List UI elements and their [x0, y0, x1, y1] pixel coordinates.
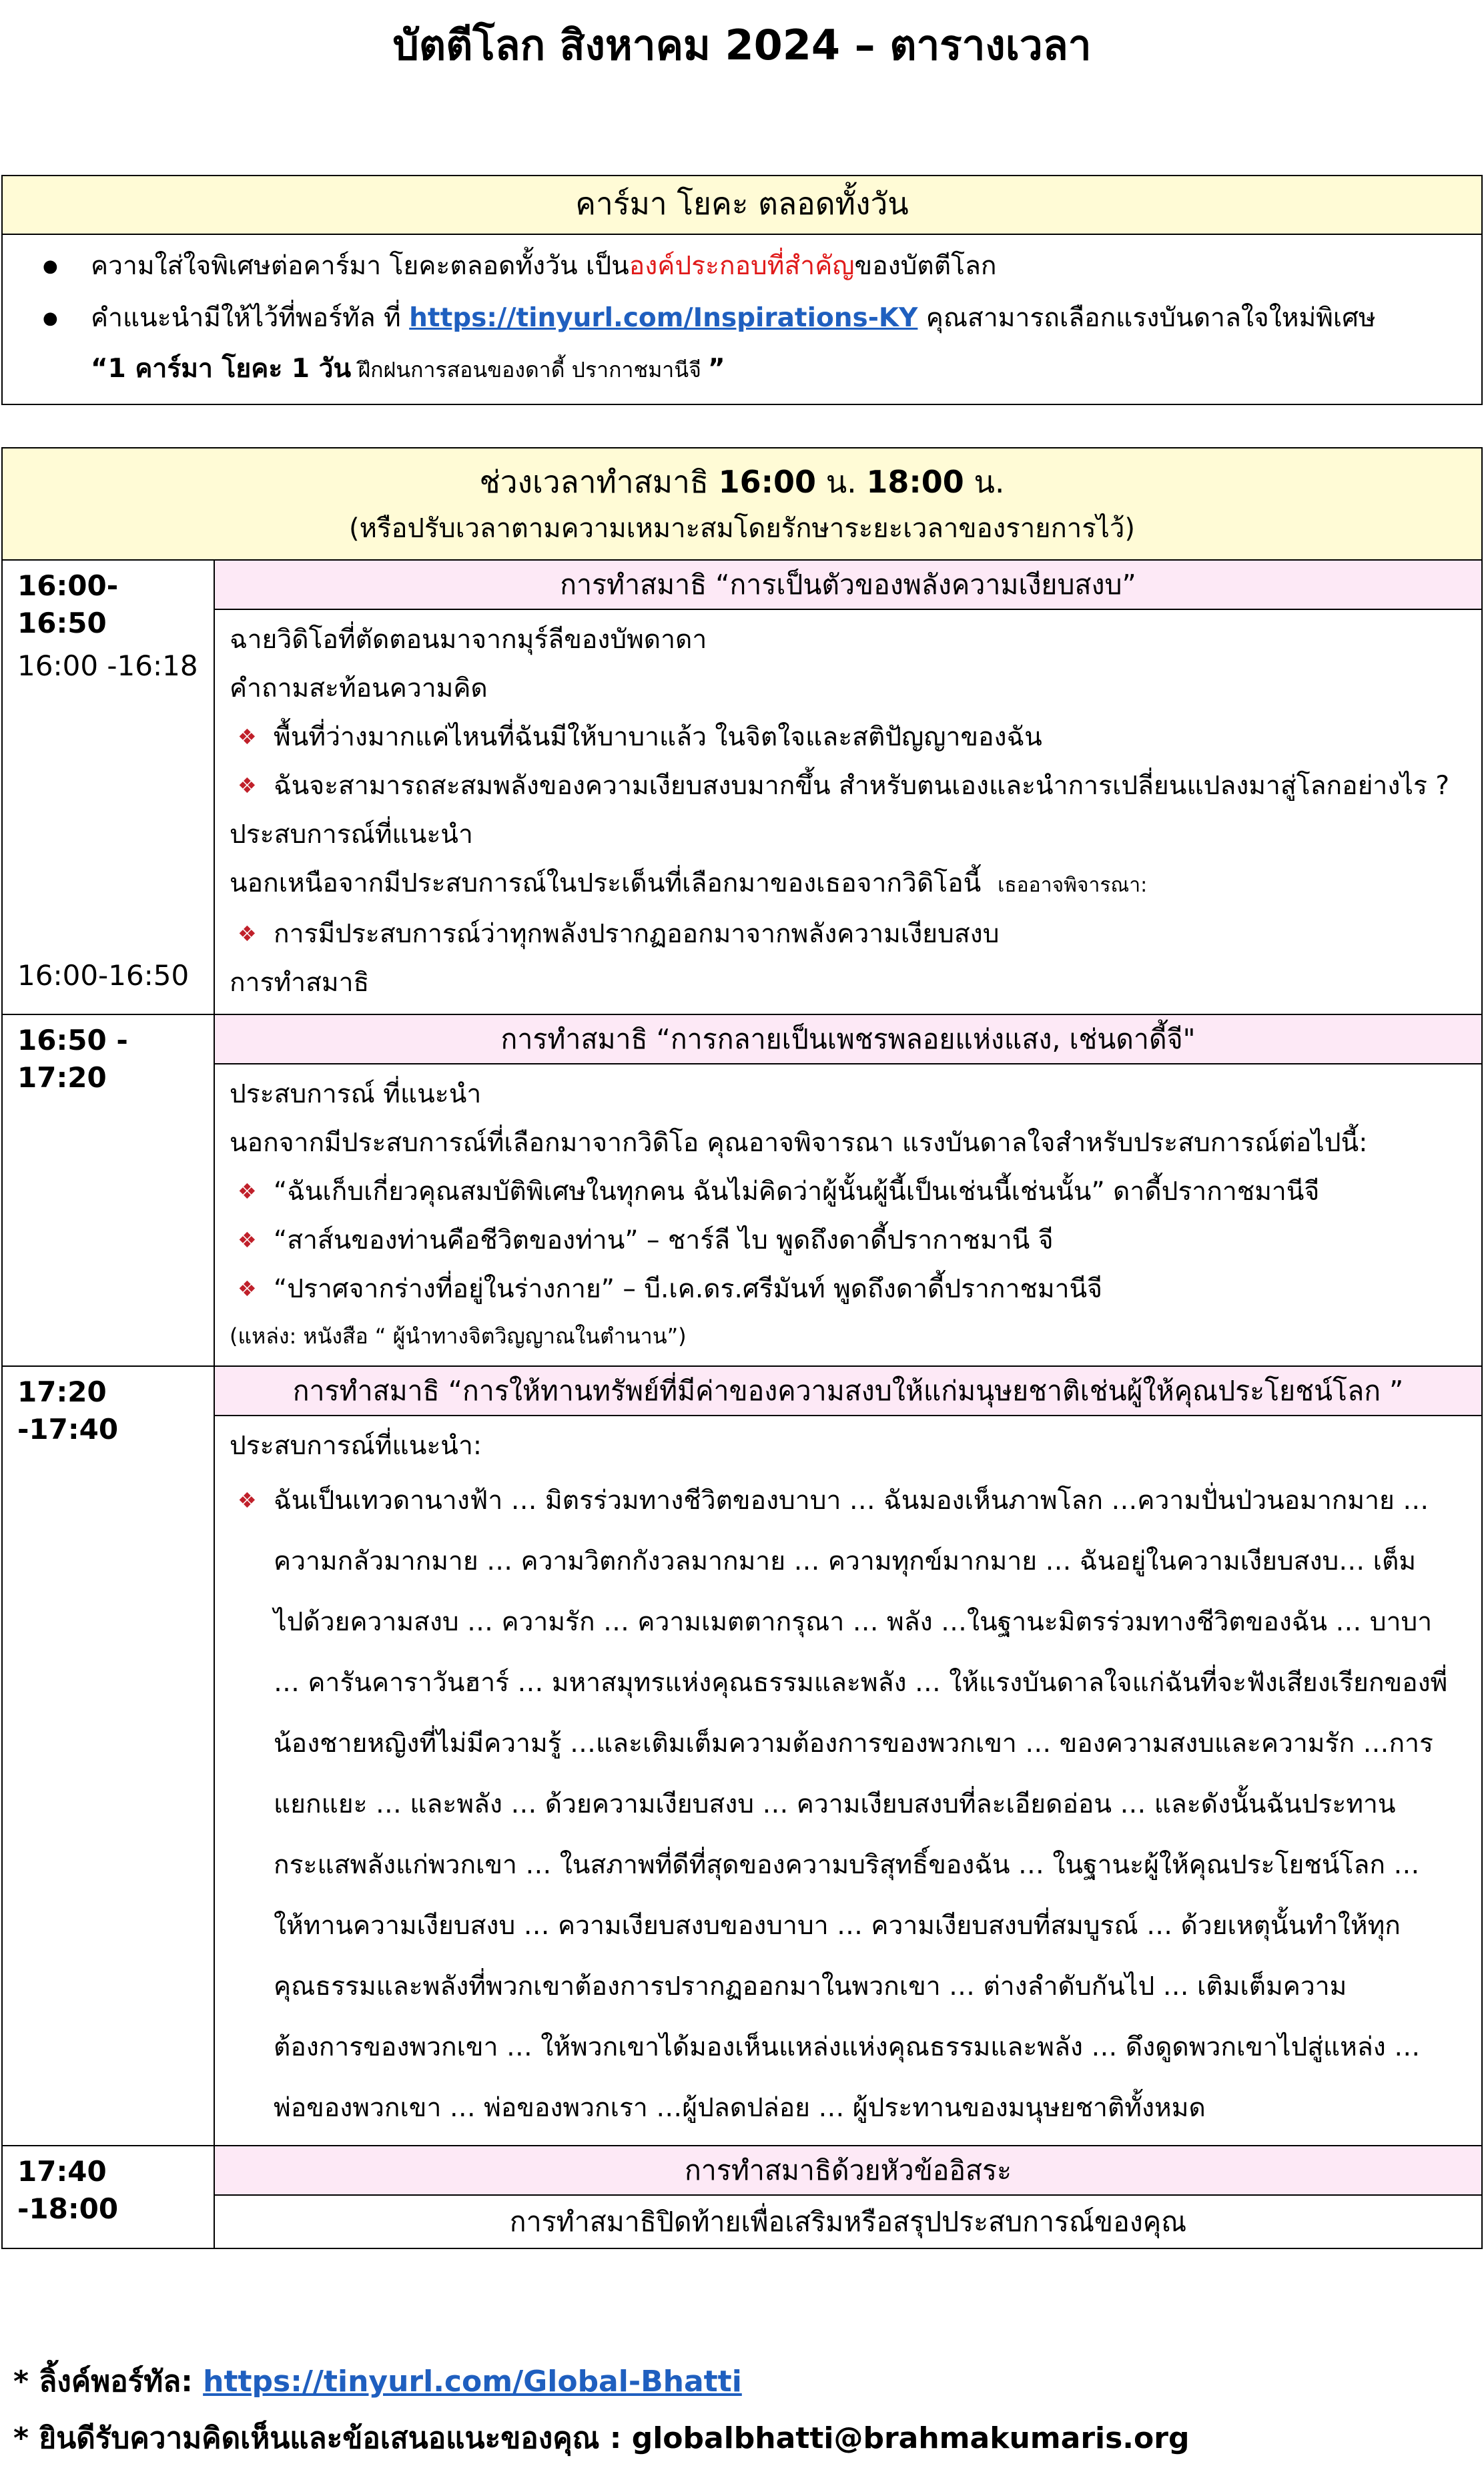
- meditation-paragraph-line: ความกลัวมากมาย … ความวิตกกังวลมากมาย … ความทุกข์มากมาย … ฉันอยู่ในความเงียบสงบ… เต็ม: [274, 1546, 1417, 1576]
- inspiration-item: ❖ “ฉันเก็บเกี่ยวคุณสมบัติพิเศษในทุกคน ฉันไม่คิดว่าผู้นั้นผู้นี้เป็นเช่นนี้เช่นนั้น” ดาดี้ปรากาชมานีจี: [230, 1167, 1468, 1216]
- meditation-paragraph-line: ต้องการของพวกเขา … ให้พวกเขาได้มองเห็นแหล่งแห่งคุณธรรมและพลัง … ดึงดูดพวกเขาไปสู่แหล่ง …: [274, 2032, 1421, 2062]
- session-body: [215, 1416, 1481, 2145]
- text-line: ฉายวิดิโอที่ตัดตอนมาจากมุร์ลีของบัพดาดา: [230, 625, 707, 655]
- content-column: [215, 1015, 1481, 1365]
- question-item: ❖ พื้นที่ว่างมากแค่ไหนที่ฉันมีให้บาบาแล้ว ในจิตใจและสติปัญญาของฉัน: [230, 713, 1468, 761]
- header-time: 16:00: [718, 464, 817, 500]
- text-line: ประสบการณ์ ที่แนะนำ: [230, 1079, 482, 1109]
- karma-bullet-2-continuation: [43, 344, 1481, 394]
- header-time: 18:00: [866, 464, 964, 500]
- small-text: ฝึกฝนการสอนของดาดี้ ปรากาชมานีจี: [351, 356, 709, 382]
- text-line: นอกจากมีประสบการณ์ที่เลือกมาจากวิดิโอ คุณอาจพิจารณา แรงบันดาลใจสำหรับประสบการณ์ต่อไปนี้:: [230, 1128, 1368, 1158]
- time-sub: 16:00-16:50: [17, 959, 190, 992]
- time-column: [3, 2146, 215, 2248]
- karma-bullet-1: [43, 240, 1481, 292]
- portal-link[interactable]: https://tinyurl.com/Global-Bhatti: [203, 2365, 742, 2399]
- feedback-footer: [13, 2419, 1189, 2457]
- text-line: ประสบการณ์ที่แนะนำ: [230, 820, 473, 850]
- time-main: 17:40 -18:00: [17, 2155, 119, 2225]
- schedule-row: [3, 561, 1481, 1015]
- text-span: นอกเหนือจากมีประสบการณ์ในประเด็นที่เลือกมาของเธอจากวิดิโอนี้: [230, 868, 982, 898]
- schedule-row: [3, 2146, 1481, 2248]
- time-column: [3, 1015, 215, 1365]
- meditation-paragraph-line: กระแสพลังแก่พวกเขา … ในสภาพที่ดีที่สุดของความบริสุทธิ์ของฉัน … ในฐานะผู้ให้คุณประโยชน์โลก …: [274, 1850, 1420, 1880]
- session-body: [215, 1064, 1481, 1365]
- question-item: ❖ ฉันจะสามารถสะสมพลังของความเงียบสงบมากขึ้น สำหรับตนเองและนำการเปลี่ยนแปลงมาสู่โลกอย่างไร ?: [230, 761, 1468, 810]
- footer-label: * ลิ้งค์พอร์ทัล:: [13, 2365, 204, 2399]
- bold-text: “1 คาร์มา โยคะ 1 วัน: [91, 353, 352, 384]
- text-line: การทำสมาธิ: [230, 968, 370, 998]
- inspiration-item: ❖ “ปราศจากร่างที่อยู่ในร่างกาย” – บี.เค.ดร.ศรีมันท์ พูดถึงดาดี้ปรากาชมานีจี: [230, 1265, 1468, 1313]
- feedback-email[interactable]: globalbhatti@brahmakumaris.org: [631, 2421, 1190, 2455]
- content-column: [215, 561, 1481, 1014]
- meditation-paragraph-line: น้องชายหญิงที่ไม่มีความรู้ …และเติมเต็มความต้องการของพวกเขา … ของความสงบและความรัก …การ: [274, 1729, 1433, 1759]
- time-sub: 16:00 -16:18: [17, 649, 198, 682]
- session-title: การทำสมาธิ “การให้ทานทรัพย์ที่มีค่าของความสงบให้แก่มนุษยชาติเช่นผู้ให้คุณประโยชน์โลก ”: [215, 1367, 1481, 1416]
- schedule-header: [3, 448, 1481, 561]
- karma-yoga-box: [1, 175, 1483, 405]
- session-body: การทำสมาธิปิดท้ายเพื่อเสริมหรือสรุปประสบการณ์ของคุณ: [509, 2206, 1187, 2238]
- time-main: 17:20 -17:40: [17, 1375, 119, 1446]
- meditation-paragraph-line: คุณธรรมและพลังที่พวกเขาต้องการปรากฏออกมาในพวกเขา … ต่างลำดับกันไป … เติมเต็มความ: [274, 1971, 1347, 2001]
- content-column: [215, 2146, 1481, 2248]
- header-text: น.: [964, 464, 1005, 500]
- source-note: (แหล่ง: หนังสือ “ ผู้นำทางจิตวิญญาณในตำนาน”): [230, 1323, 687, 1349]
- inspirations-link[interactable]: https://tinyurl.com/Inspirations-KY: [409, 302, 918, 333]
- bullet-text: ของบัตตีโลก: [854, 250, 997, 281]
- meditation-paragraph-line: ให้ทานความเงียบสงบ … ความเงียบสงบของบาบา … ความเงียบสงบที่สมบูรณ์ … ด้วยเหตุนั้นทำให้ทุก: [274, 1911, 1401, 1941]
- schedule-row: [3, 1367, 1481, 2146]
- text-line: [230, 859, 1468, 910]
- meditation-paragraph-start: ❖ ฉันเป็นเทวดานางฟ้า … มิตรร่วมทางชีวิตของบาบา … ฉันมองเห็นภาพโลก …ความปั่นป่วนอมากมาย …: [230, 1470, 1468, 1531]
- portal-footer: [13, 2363, 742, 2401]
- footer-label: * ยินดีรับความคิดเห็นและข้อเสนอแนะของคุณ :: [13, 2421, 632, 2455]
- schedule-table: [1, 447, 1483, 2249]
- time-column: [3, 1367, 215, 2145]
- header-text: ช่วงเวลาทำสมาธิ: [479, 464, 719, 500]
- meditation-paragraph-line: พ่อของพวกเขา … พ่อของพวกเรา …ผู้ปลดปล่อย … ผู้ประทานของมนุษยชาติทั้งหมด: [274, 2093, 1206, 2123]
- karma-yoga-body: [3, 235, 1481, 404]
- content-column: [215, 1367, 1481, 2145]
- meditation-paragraph-line: แยกแยะ … และพลัง … ด้วยความเงียบสงบ … ความเงียบสงบที่ละเอียดอ่อน … และดังนั้นฉันประทาน: [274, 1789, 1396, 1819]
- header-text: น.: [816, 464, 867, 500]
- time-main: 16:50 - 17:20: [17, 1024, 128, 1094]
- meditation-paragraph-line: ไปด้วยความสงบ … ความรัก … ความเมตตากรุณา … พลัง …ในฐานะมิตรร่วมทางชีวิตของฉัน … บาบา: [274, 1607, 1433, 1637]
- session-title: การทำสมาธิ “การเป็นตัวของพลังความเงียบสงบ”: [215, 561, 1481, 610]
- text-line: คำถามสะท้อนความคิด: [230, 673, 488, 703]
- meditation-paragraph-line: … คารันคาราวันฮาร์ … มหาสมุทรแห่งคุณธรรมและพลัง … ให้แรงบันดาลใจแก่ฉันที่จะฟังเสียงเรียกของพี่: [274, 1668, 1448, 1698]
- session-body: [215, 610, 1481, 1014]
- schedule-header-line2: (หรือปรับเวลาตามความเหมาะสมโดยรักษาระยะเวลาของรายการไว้): [349, 513, 1135, 544]
- time-main: 16:00- 16:50: [17, 569, 119, 639]
- bold-text: ”: [708, 353, 725, 384]
- schedule-row: [3, 1015, 1481, 1367]
- question-item: ❖ การมีประสบการณ์ว่าทุกพลังปรากฏออกมาจากพลังความเงียบสงบ: [230, 910, 1468, 958]
- small-text: เธออาจพิจารณา:: [998, 874, 1148, 897]
- bullet-text: คำแนะนำมีให้ไว้ที่พอร์ทัล ที่: [91, 302, 410, 333]
- document-title: บัตตีโลก สิงหาคม 2024 – ตารางเวลา: [392, 21, 1092, 69]
- session-title: การทำสมาธิ “การกลายเป็นเพชรพลอยแห่งแสง, เช่นดาดี้จี": [215, 1015, 1481, 1064]
- highlight-text: องค์ประกอบที่สำคัญ: [629, 250, 855, 281]
- time-column: [3, 561, 215, 1014]
- inspiration-item: ❖ “สาส์นของท่านคือชีวิตของท่าน” – ชาร์ลี ไบ พูดถึงดาดี้ปรากาชมานี จี: [230, 1216, 1468, 1265]
- bullet-text: คุณสามารถเลือกแรงบันดาลใจใหม่พิเศษ: [917, 302, 1376, 333]
- session-title: การทำสมาธิด้วยหัวข้ออิสระ: [215, 2146, 1481, 2196]
- schedule-header-line1: [3, 456, 1481, 507]
- karma-bullet-2: [43, 292, 1481, 344]
- bullet-text: ความใส่ใจพิเศษต่อคาร์มา โยคะตลอดทั้งวัน เป็น: [91, 250, 629, 281]
- karma-yoga-heading: คาร์มา โยคะ ตลอดทั้งวัน: [3, 176, 1481, 235]
- text-line: ประสบการณ์ที่แนะนำ:: [230, 1431, 482, 1461]
